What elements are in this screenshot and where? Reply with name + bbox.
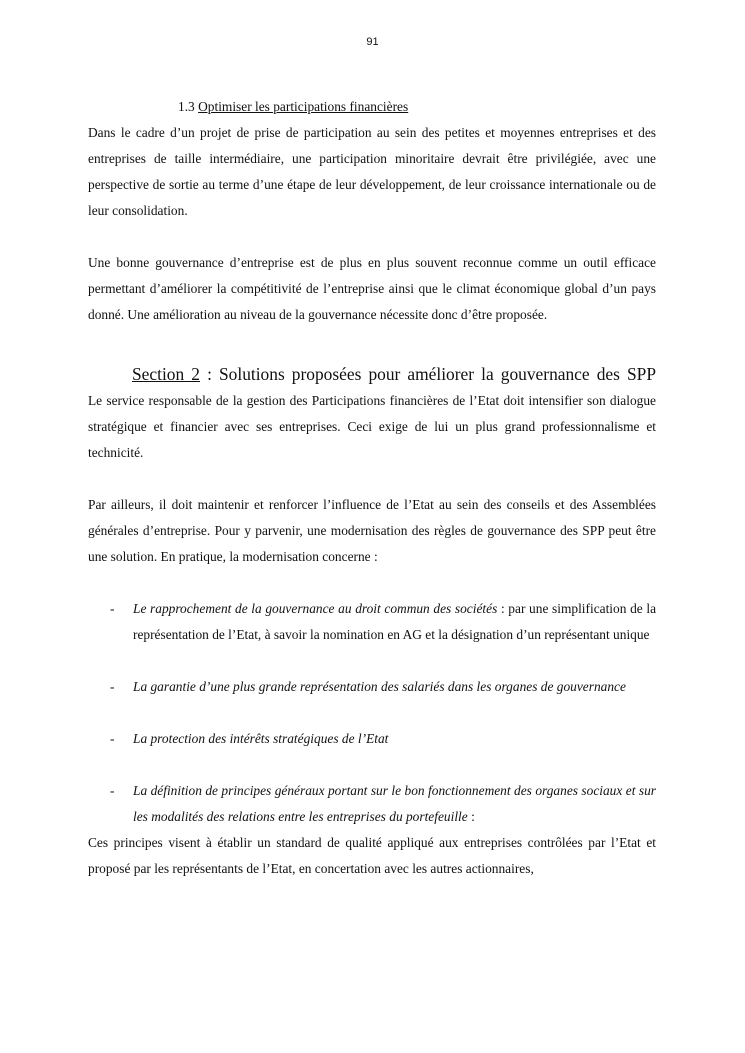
paragraph-spacer (88, 328, 656, 354)
list-item (88, 726, 656, 752)
subsection-title: Optimiser les participations financières (198, 99, 409, 114)
bullet-dash: - (110, 601, 115, 616)
paragraph-gouvernance: Une bonne gouvernance d’entreprise est de plus en plus souvent reconnue comme un outil efficace permettant d’améliorer la compétitivité de l’entreprise ainsi que le climat économique global d’un pays donné. Une amélioration au niveau de la gouvernance nécessite donc d’être proposée. (88, 255, 656, 322)
section-heading (88, 360, 656, 388)
bullet-italic-text: La protection des intérêts stratégiques de l’Etat (133, 731, 389, 746)
bullet-italic-text: Le rapprochement de la gouvernance au droit commun des sociétés (133, 601, 498, 616)
bullet-italic-text: La garantie d’une plus grande représentation des salariés dans les organes de gouvernance (133, 679, 626, 694)
paragraph-modernisation: Par ailleurs, il doit maintenir et renforcer l’influence de l’Etat au sein des conseils et des Assemblées générales d’entreprise. Pour y parvenir, une modernisation des règles de gouvernance des SPP peut être une solution. En pratique, la modernisation concerne : (88, 497, 656, 564)
bullet-dash: - (110, 679, 115, 694)
subsection-number: 1.3 (178, 99, 195, 114)
section-label: Section 2 (132, 364, 200, 384)
bullet-text: : (467, 809, 475, 824)
paragraph-principes: Ces principes visent à établir un standard de qualité appliqué aux entreprises contrôlées par l’Etat et proposé par les représentants de l’Etat, en concertation avec les autres actionnaires, (88, 835, 656, 876)
list-spacer (88, 648, 656, 674)
paragraph-spacer (88, 224, 656, 250)
subsection-heading (88, 94, 656, 120)
list-item (88, 674, 656, 700)
document-body (88, 94, 656, 882)
bullet-dash: - (110, 731, 115, 746)
paragraph-service: Le service responsable de la gestion des Participations financières de l’Etat doit intensifier son dialogue stratégique et financier avec ses entreprises. Ceci exige de lui un plus grand professionnalisme et technicité. (88, 393, 656, 460)
list-item (88, 596, 656, 648)
bullet-text: : par une simplification de la représentation de l’Etat, à savoir la nomination en AG et la désignation d’un représentant unique (133, 601, 657, 642)
paragraph-participation: Dans le cadre d’un projet de prise de participation au sein des petites et moyennes entreprises et des entreprises de taille intermédiaire, une participation minoritaire devrait être privilégiée, avec une perspective de sortie au terme d’une étape de leur développement, de leur croissance internationale ou de leur consolidation. (88, 125, 656, 218)
list-item (88, 778, 656, 830)
paragraph-spacer (88, 570, 656, 596)
page-number: 91 (366, 36, 379, 48)
bullet-italic-text: La définition de principes généraux portant sur le bon fonctionnement des organes sociaux et sur les modalités des relations entre les entreprises du portefeuille (133, 783, 656, 824)
paragraph-spacer (88, 466, 656, 492)
bullet-dash: - (110, 783, 115, 798)
list-spacer (88, 752, 656, 778)
bullet-list (88, 596, 656, 830)
section-title: : Solutions proposées pour améliorer la gouvernance des SPP (199, 364, 657, 384)
list-spacer (88, 700, 656, 726)
